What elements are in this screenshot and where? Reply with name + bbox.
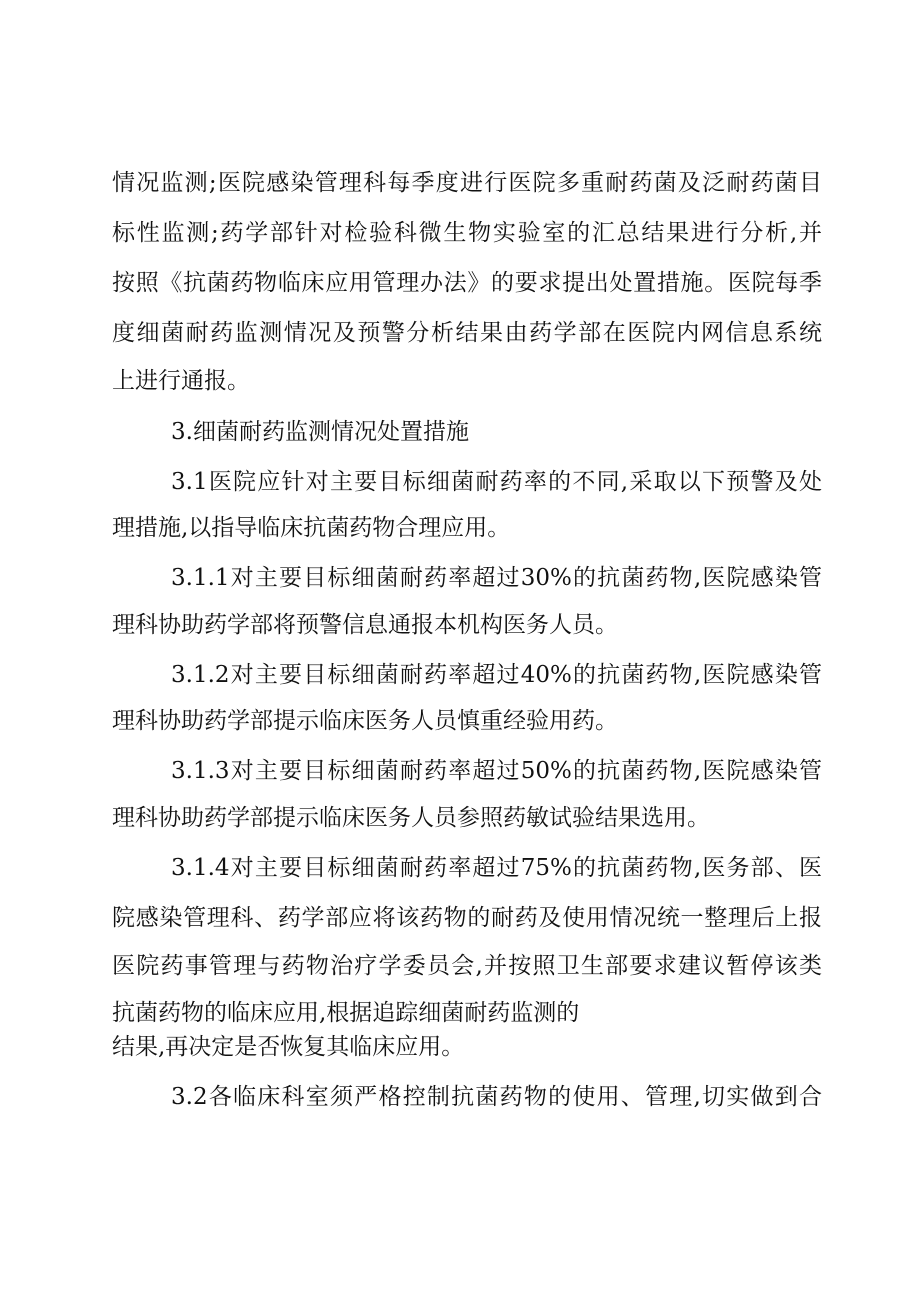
section-heading: 3.细菌耐药监测情况处置措施 — [171, 419, 469, 445]
text-line: 3.1.3对主要目标细菌耐药率超过50%的抗菌药物,医院感染管 — [171, 758, 822, 784]
text-line: 3.1.4对主要目标细菌耐药率超过75%的抗菌药物,医务部、医 — [171, 855, 822, 881]
text-line: 理科协助药学部提示临床医务人员慎重经验用药。 — [112, 708, 618, 734]
text-line: 医院药事管理与药物治疗学委员会,并按照卫生部要求建议暂停该类 — [112, 953, 822, 979]
text-line: 理科协助药学部将预警信息通报本机构医务人员。 — [112, 612, 618, 638]
text-line: 上进行通报。 — [112, 368, 250, 394]
text-line: 情况监测;医院感染管理科每季度进行医院多重耐药菌及泛耐药菌目 — [112, 170, 822, 196]
text-line: 院感染管理科、药学部应将该药物的耐药及使用情况统一整理后上报 — [112, 905, 822, 931]
text-line: 3.1医院应针对主要目标细菌耐药率的不同,采取以下预警及处 — [171, 469, 822, 495]
text-line: 理科协助药学部提示临床医务人员参照药敏试验结果选用。 — [112, 805, 710, 831]
text-line: 3.2各临床科室须严格控制抗菌药物的使用、管理,切实做到合 — [171, 1084, 822, 1110]
text-line: 标性监测;药学部针对检验科微生物实验室的汇总结果进行分析,并 — [112, 220, 822, 246]
text-line: 3.1.2对主要目标细菌耐药率超过40%的抗菌药物,医院感染管 — [171, 662, 822, 688]
text-line: 抗菌药物的临床应用,根据追踪细菌耐药监测的 — [112, 1000, 580, 1026]
text-line: 度细菌耐药监测情况及预警分析结果由药学部在医院内网信息系统 — [112, 320, 822, 346]
text-line: 3.1.1对主要目标细菌耐药率超过30%的抗菌药物,医院感染管 — [171, 565, 822, 591]
text-line: 按照《抗菌药物临床应用管理办法》的要求提出处置措施。医院每季 — [112, 270, 822, 296]
text-line: 理措施,以指导临床抗菌药物合理应用。 — [112, 515, 511, 541]
text-line: 结果,再决定是否恢复其临床应用。 — [112, 1034, 465, 1060]
